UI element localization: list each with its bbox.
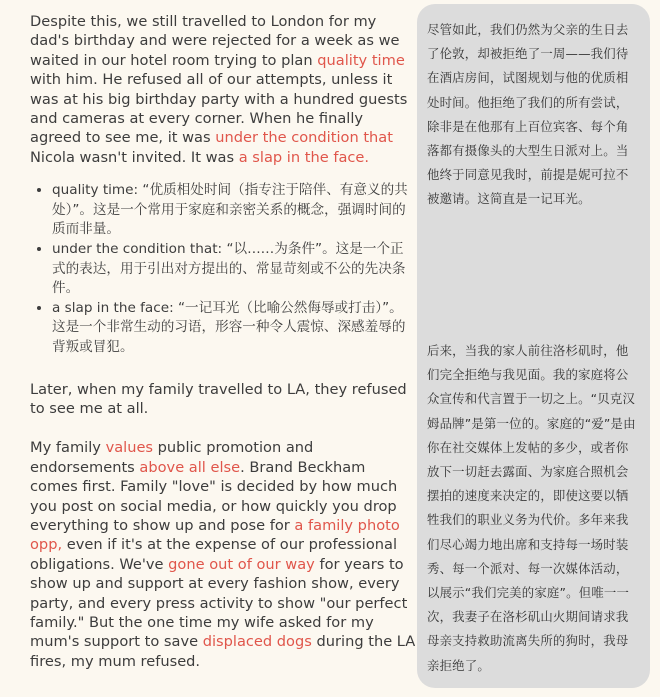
text-run: with him. He refused all of our attempts, unless it was at his big birthday party with a hundred guests and cameras at every corner. When he finally agreed to see me, it was <box>30 71 408 147</box>
highlighted-phrase: gone out of our way <box>168 555 315 573</box>
vocab-note: • quality time: “优质相处时间（指专注于陪伴、有意义的共处）”。这是一个常用于家庭和亲密关系的概念，强调时间的质而非量。 <box>52 181 416 240</box>
highlighted-phrase: under the condition that <box>215 129 393 147</box>
english-paragraph-1 <box>30 12 416 167</box>
english-column <box>30 12 416 671</box>
highlighted-phrase: above all else <box>139 458 241 476</box>
highlighted-phrase: values <box>105 439 154 457</box>
english-paragraph-3 <box>30 438 416 671</box>
chinese-paragraph-1: 尽管如此，我们仍然为父亲的生日去了伦敦，却被拒绝了一周——我们待在酒店房间，试图规划与他的优质相处时间。他拒绝了我们的所有尝试，除非是在他那有上百位宾客、每个角落都有摄像头的大型生日派对上。当他终于同意见我时，前提是妮可拉不被邀请。这简直是一记耳光。 <box>427 22 629 207</box>
highlighted-phrase: quality time <box>317 51 405 69</box>
highlighted-phrase: displaced dogs <box>202 633 312 651</box>
text-run: during the LA fires, my mum refused. <box>30 633 416 670</box>
chinese-translation-panel <box>417 4 650 688</box>
text-run: Later, when my family travelled to LA, they refused to see me at all. <box>30 380 407 417</box>
highlighted-phrase: a slap in the face. <box>238 148 370 166</box>
text-run: even if it's at the expense of our professional obligations. We've <box>30 536 398 573</box>
text-run: public promotion and endorsements <box>30 439 314 476</box>
english-paragraph-2 <box>30 380 416 419</box>
text-run: Nicola wasn't invited. It was <box>30 148 239 166</box>
vocab-note: • a slap in the face: “一记耳光（比喻公然侮辱或打击）”。这是一个非常生动的习语，形容一种令人震惊、深感羞辱的背叛或冒犯。 <box>52 299 416 358</box>
text-run: Despite this, we still travelled to London for my dad's birthday and were rejected for a week as we waited in our hotel room trying to plan <box>30 13 400 69</box>
vocabulary-notes <box>30 181 416 357</box>
highlighted-phrase: a family photo opp, <box>30 517 400 554</box>
vocab-note: • under the condition that: “以……为条件”。这是一个正式的表达，用于引出对方提出的、常显苛刻或不公的先决条件。 <box>52 240 416 299</box>
text-run: My family <box>30 439 106 457</box>
chinese-paragraph-2: 后来，当我的家人前往洛杉矶时，他们完全拒绝与我见面。我的家庭将公众宣传和代言置于一切之上。“贝克汉姆品牌”是第一位的。家庭的“爱”是由你在社交媒体上发帖的多少，或者你放下一切赶去露面、为家庭合照机会摆拍的速度来决定的，即使这要以牺牲我们的职业义务为代价。多年来我们尽心竭力地出席和支持每一场时装秀、每一个派对、每一次媒体活动，以展示“我们完美的家庭”。但唯一一次，我妻子在洛杉矶山火期间请求我母亲支持救助流离失所的狗时，我母亲拒绝了。 <box>427 343 636 673</box>
text-run: . Brand Beckham comes first. Family "love" is decided by how much you post on social media, or how quickly you drop everything to show up and pose for <box>30 458 398 535</box>
text-run: for years to show up and support at every fashion show, every party, and every press activity to show "our perfect family." But the one time my wife asked for my mum's support to save <box>30 555 408 651</box>
